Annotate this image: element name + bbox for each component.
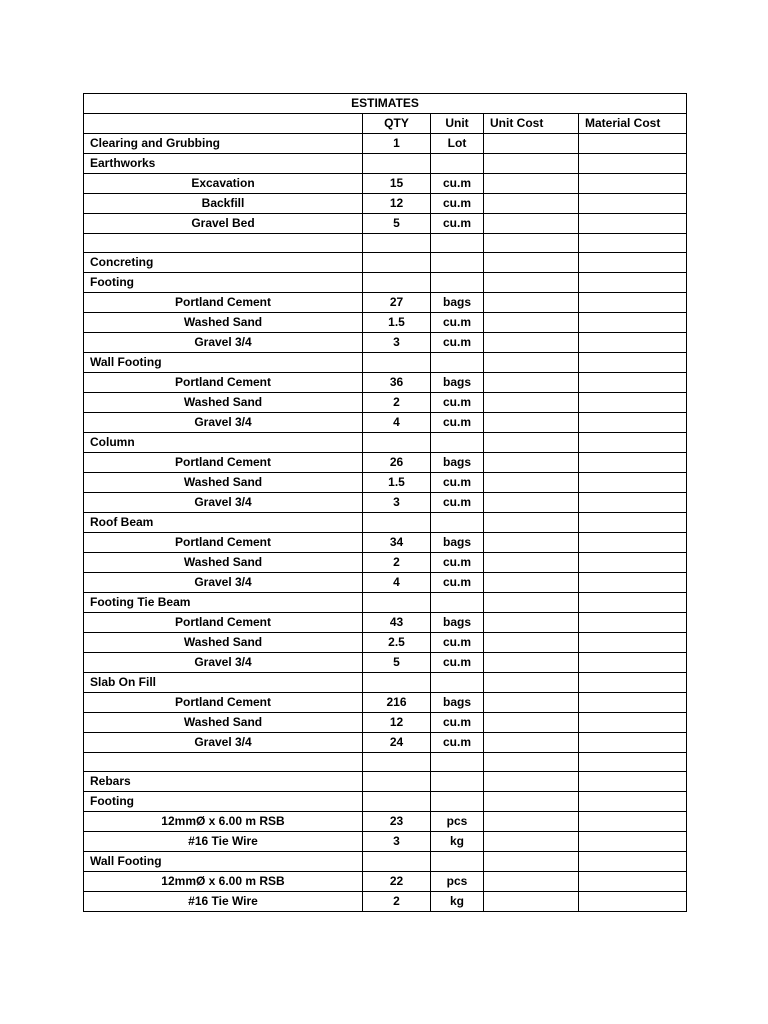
- cell-unit: cu.m: [431, 214, 484, 234]
- cell-material-cost: [579, 772, 687, 792]
- cell-qty: 12: [363, 194, 431, 214]
- cell-unit: cu.m: [431, 493, 484, 513]
- cell-material-cost: [579, 174, 687, 194]
- table-row: [84, 733, 687, 753]
- table-row: [84, 633, 687, 653]
- cell-qty: 216: [363, 693, 431, 713]
- cell-material-cost: [579, 373, 687, 393]
- cell-unit: [431, 253, 484, 273]
- cell-unit: cu.m: [431, 633, 484, 653]
- cell-material-cost: [579, 273, 687, 293]
- cell-description: Rebars: [84, 772, 363, 792]
- cell-material-cost: [579, 473, 687, 493]
- cell-unit-cost: [484, 513, 579, 533]
- cell-material-cost: [579, 892, 687, 912]
- cell-qty: 27: [363, 293, 431, 313]
- cell-description: Portland Cement: [84, 613, 363, 633]
- table-row: [84, 214, 687, 234]
- cell-unit-cost: [484, 573, 579, 593]
- cell-description: Excavation: [84, 174, 363, 194]
- cell-qty: 43: [363, 613, 431, 633]
- cell-material-cost: [579, 832, 687, 852]
- cell-description: Washed Sand: [84, 393, 363, 413]
- cell-unit-cost: [484, 852, 579, 872]
- cell-material-cost: [579, 134, 687, 154]
- cell-material-cost: [579, 413, 687, 433]
- cell-qty: 5: [363, 214, 431, 234]
- table-row: [84, 513, 687, 533]
- table-row: [84, 413, 687, 433]
- cell-description: 12mmØ x 6.00 m RSB: [84, 812, 363, 832]
- table-row: [84, 892, 687, 912]
- cell-unit-cost: [484, 753, 579, 772]
- table-row: [84, 653, 687, 673]
- table-row: [84, 293, 687, 313]
- cell-unit: cu.m: [431, 653, 484, 673]
- cell-unit: bags: [431, 533, 484, 553]
- cell-material-cost: [579, 154, 687, 174]
- table-row: [84, 393, 687, 413]
- cell-unit-cost: [484, 812, 579, 832]
- cell-unit: cu.m: [431, 473, 484, 493]
- cell-unit: pcs: [431, 812, 484, 832]
- table-row: [84, 234, 687, 253]
- cell-description: Portland Cement: [84, 293, 363, 313]
- cell-description: Washed Sand: [84, 633, 363, 653]
- cell-qty: 26: [363, 453, 431, 473]
- cell-qty: 24: [363, 733, 431, 753]
- table-row: [84, 772, 687, 792]
- table-row: [84, 832, 687, 852]
- table-row: [84, 194, 687, 214]
- cell-material-cost: [579, 253, 687, 273]
- table-row: [84, 573, 687, 593]
- cell-unit: [431, 234, 484, 253]
- cell-material-cost: [579, 872, 687, 892]
- cell-material-cost: [579, 313, 687, 333]
- cell-description: Gravel 3/4: [84, 573, 363, 593]
- table-title: ESTIMATES: [84, 94, 687, 114]
- cell-material-cost: [579, 333, 687, 353]
- cell-qty: 1.5: [363, 313, 431, 333]
- cell-material-cost: [579, 214, 687, 234]
- cell-material-cost: [579, 673, 687, 693]
- table-row: [84, 134, 687, 154]
- cell-description: Portland Cement: [84, 373, 363, 393]
- cell-unit: bags: [431, 293, 484, 313]
- cell-qty: [363, 154, 431, 174]
- cell-unit: Lot: [431, 134, 484, 154]
- cell-unit-cost: [484, 194, 579, 214]
- cell-unit-cost: [484, 313, 579, 333]
- cell-unit: [431, 433, 484, 453]
- cell-qty: [363, 253, 431, 273]
- cell-qty: [363, 852, 431, 872]
- cell-unit: cu.m: [431, 313, 484, 333]
- cell-description: Gravel 3/4: [84, 653, 363, 673]
- cell-description: 12mmØ x 6.00 m RSB: [84, 872, 363, 892]
- cell-unit-cost: [484, 593, 579, 613]
- cell-unit: bags: [431, 373, 484, 393]
- cell-unit-cost: [484, 413, 579, 433]
- cell-material-cost: [579, 812, 687, 832]
- cell-unit-cost: [484, 214, 579, 234]
- cell-unit-cost: [484, 234, 579, 253]
- cell-unit: cu.m: [431, 573, 484, 593]
- header-row: [84, 114, 687, 134]
- cell-qty: [363, 753, 431, 772]
- cell-material-cost: [579, 513, 687, 533]
- cell-qty: [363, 353, 431, 373]
- table-row: [84, 373, 687, 393]
- cell-unit-cost: [484, 473, 579, 493]
- cell-material-cost: [579, 733, 687, 753]
- cell-unit-cost: [484, 453, 579, 473]
- cell-unit: cu.m: [431, 553, 484, 573]
- cell-material-cost: [579, 573, 687, 593]
- table-row: [84, 533, 687, 553]
- cell-material-cost: [579, 713, 687, 733]
- cell-description: Washed Sand: [84, 553, 363, 573]
- cell-qty: 2.5: [363, 633, 431, 653]
- cell-unit: [431, 852, 484, 872]
- cell-unit: cu.m: [431, 713, 484, 733]
- cell-qty: 2: [363, 393, 431, 413]
- cell-description: Footing: [84, 273, 363, 293]
- cell-unit-cost: [484, 613, 579, 633]
- cell-description: Concreting: [84, 253, 363, 273]
- cell-material-cost: [579, 693, 687, 713]
- cell-unit-cost: [484, 553, 579, 573]
- cell-unit-cost: [484, 832, 579, 852]
- cell-description: Footing: [84, 792, 363, 812]
- cell-material-cost: [579, 653, 687, 673]
- cell-unit: [431, 154, 484, 174]
- cell-unit-cost: [484, 154, 579, 174]
- cell-unit: bags: [431, 453, 484, 473]
- cell-unit: [431, 753, 484, 772]
- cell-description: Wall Footing: [84, 852, 363, 872]
- cell-qty: 36: [363, 373, 431, 393]
- table-row: [84, 273, 687, 293]
- cell-description: Roof Beam: [84, 513, 363, 533]
- cell-unit-cost: [484, 713, 579, 733]
- cell-material-cost: [579, 792, 687, 812]
- cell-description: Portland Cement: [84, 693, 363, 713]
- table-row: [84, 174, 687, 194]
- cell-description: Slab On Fill: [84, 673, 363, 693]
- cell-unit: kg: [431, 832, 484, 852]
- cell-unit-cost: [484, 693, 579, 713]
- table-row: [84, 792, 687, 812]
- cell-qty: 4: [363, 573, 431, 593]
- cell-qty: 2: [363, 892, 431, 912]
- cell-unit: [431, 792, 484, 812]
- header-description: [84, 114, 363, 134]
- cell-unit-cost: [484, 134, 579, 154]
- cell-unit: [431, 353, 484, 373]
- table-row: [84, 753, 687, 772]
- cell-unit-cost: [484, 633, 579, 653]
- table-row: [84, 313, 687, 333]
- cell-qty: [363, 673, 431, 693]
- cell-qty: 5: [363, 653, 431, 673]
- cell-unit-cost: [484, 433, 579, 453]
- cell-description: Gravel 3/4: [84, 733, 363, 753]
- cell-description: Gravel 3/4: [84, 413, 363, 433]
- cell-unit-cost: [484, 174, 579, 194]
- cell-unit-cost: [484, 353, 579, 373]
- cell-unit-cost: [484, 333, 579, 353]
- cell-qty: 4: [363, 413, 431, 433]
- cell-unit-cost: [484, 892, 579, 912]
- table-row: [84, 433, 687, 453]
- cell-description: #16 Tie Wire: [84, 832, 363, 852]
- table-row: [84, 353, 687, 373]
- cell-qty: [363, 593, 431, 613]
- header-qty: QTY: [363, 114, 431, 134]
- table-row: [84, 553, 687, 573]
- cell-material-cost: [579, 393, 687, 413]
- cell-qty: [363, 433, 431, 453]
- cell-qty: [363, 772, 431, 792]
- cell-unit-cost: [484, 393, 579, 413]
- cell-unit: cu.m: [431, 333, 484, 353]
- cell-unit: cu.m: [431, 174, 484, 194]
- cell-unit-cost: [484, 673, 579, 693]
- cell-description: Column: [84, 433, 363, 453]
- cell-unit: cu.m: [431, 413, 484, 433]
- header-unit-cost: Unit Cost: [484, 114, 579, 134]
- cell-unit: bags: [431, 613, 484, 633]
- table-row: [84, 613, 687, 633]
- cell-material-cost: [579, 433, 687, 453]
- cell-description: Gravel 3/4: [84, 493, 363, 513]
- cell-qty: 12: [363, 713, 431, 733]
- cell-qty: 34: [363, 533, 431, 553]
- cell-unit-cost: [484, 733, 579, 753]
- cell-unit: cu.m: [431, 393, 484, 413]
- table-row: [84, 872, 687, 892]
- cell-material-cost: [579, 593, 687, 613]
- cell-qty: 23: [363, 812, 431, 832]
- cell-material-cost: [579, 852, 687, 872]
- cell-description: Washed Sand: [84, 473, 363, 493]
- table-body: [84, 94, 687, 912]
- cell-description: Footing Tie Beam: [84, 593, 363, 613]
- cell-unit-cost: [484, 493, 579, 513]
- table-row: [84, 593, 687, 613]
- cell-unit: [431, 513, 484, 533]
- cell-qty: 3: [363, 832, 431, 852]
- cell-material-cost: [579, 293, 687, 313]
- cell-material-cost: [579, 234, 687, 253]
- cell-unit-cost: [484, 792, 579, 812]
- table-row: [84, 713, 687, 733]
- cell-material-cost: [579, 553, 687, 573]
- table-row: [84, 154, 687, 174]
- table-row: [84, 673, 687, 693]
- cell-unit-cost: [484, 273, 579, 293]
- cell-qty: 15: [363, 174, 431, 194]
- cell-qty: 2: [363, 553, 431, 573]
- cell-qty: 1: [363, 134, 431, 154]
- cell-material-cost: [579, 753, 687, 772]
- cell-unit: kg: [431, 892, 484, 912]
- cell-unit-cost: [484, 772, 579, 792]
- cell-description: Clearing and Grubbing: [84, 134, 363, 154]
- cell-qty: 1.5: [363, 473, 431, 493]
- header-material-cost: Material Cost: [579, 114, 687, 134]
- cell-unit-cost: [484, 533, 579, 553]
- cell-description: Portland Cement: [84, 453, 363, 473]
- cell-unit-cost: [484, 293, 579, 313]
- cell-description: Washed Sand: [84, 713, 363, 733]
- cell-description: Backfill: [84, 194, 363, 214]
- title-row: [84, 94, 687, 114]
- table-row: [84, 473, 687, 493]
- table-row: [84, 693, 687, 713]
- cell-qty: 3: [363, 333, 431, 353]
- table-row: [84, 493, 687, 513]
- cell-qty: [363, 273, 431, 293]
- table-row: [84, 333, 687, 353]
- cell-unit-cost: [484, 872, 579, 892]
- table-row: [84, 253, 687, 273]
- cell-material-cost: [579, 613, 687, 633]
- cell-material-cost: [579, 633, 687, 653]
- table-row: [84, 812, 687, 832]
- cell-material-cost: [579, 493, 687, 513]
- cell-description: [84, 753, 363, 772]
- cell-material-cost: [579, 453, 687, 473]
- cell-qty: [363, 513, 431, 533]
- cell-qty: 22: [363, 872, 431, 892]
- estimates-table: [83, 93, 687, 912]
- cell-description: Portland Cement: [84, 533, 363, 553]
- cell-unit: [431, 772, 484, 792]
- cell-unit: [431, 273, 484, 293]
- header-unit: Unit: [431, 114, 484, 134]
- cell-material-cost: [579, 353, 687, 373]
- cell-description: Washed Sand: [84, 313, 363, 333]
- cell-description: Gravel Bed: [84, 214, 363, 234]
- table-row: [84, 453, 687, 473]
- cell-unit: cu.m: [431, 733, 484, 753]
- cell-unit: [431, 673, 484, 693]
- cell-qty: 3: [363, 493, 431, 513]
- cell-qty: [363, 234, 431, 253]
- cell-unit-cost: [484, 373, 579, 393]
- cell-unit: cu.m: [431, 194, 484, 214]
- cell-description: Earthworks: [84, 154, 363, 174]
- cell-description: [84, 234, 363, 253]
- table-row: [84, 852, 687, 872]
- cell-unit: bags: [431, 693, 484, 713]
- cell-material-cost: [579, 194, 687, 214]
- cell-material-cost: [579, 533, 687, 553]
- cell-description: #16 Tie Wire: [84, 892, 363, 912]
- cell-description: Wall Footing: [84, 353, 363, 373]
- cell-unit: pcs: [431, 872, 484, 892]
- cell-unit-cost: [484, 253, 579, 273]
- cell-unit-cost: [484, 653, 579, 673]
- cell-description: Gravel 3/4: [84, 333, 363, 353]
- cell-qty: [363, 792, 431, 812]
- cell-unit: [431, 593, 484, 613]
